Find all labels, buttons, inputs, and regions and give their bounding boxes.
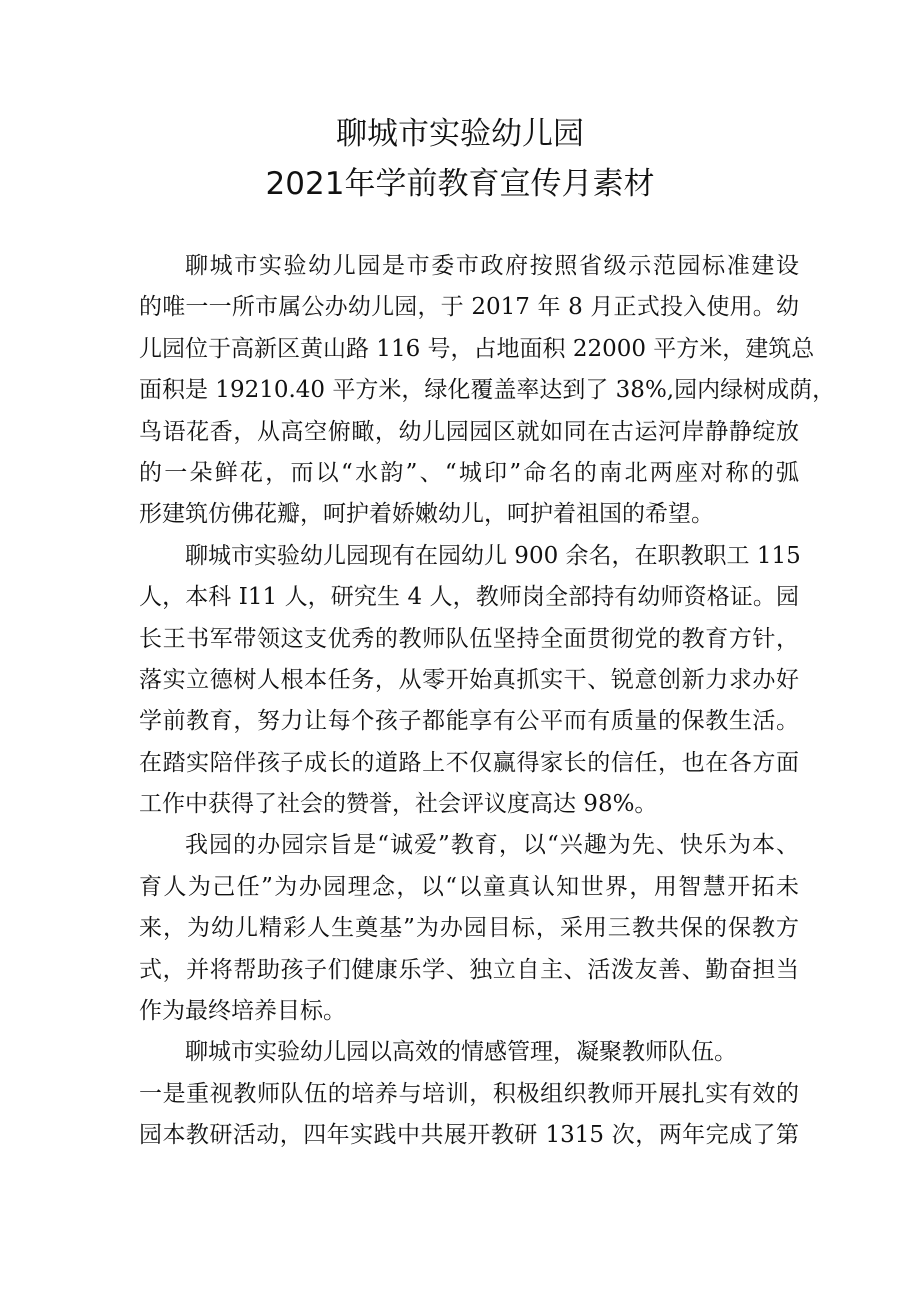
paragraph-staff (139, 536, 799, 826)
paragraph-line: 人，本科 I11 人，研究生 4 人，教师岗全部持有幼师资格证。园 (139, 584, 799, 611)
paragraph-line: 来，为幼儿精彩人生奠基”为办园目标，采用三教共保的保教方 (139, 915, 799, 942)
paragraph-line: 长王书军带领这支优秀的教师队伍坚持全面贯彻党的教育方针， (139, 625, 799, 652)
paragraph-introduction (139, 246, 836, 536)
paragraph-line: 育人为己任”为办园理念，以“以童真认知世界，用智慧开拓未 (139, 873, 799, 900)
paragraph-line: 我园的办园宗旨是“诚爱”教育，以“兴趣为先、快乐为本、 (185, 832, 799, 859)
title-line-school: 聊城市实验幼儿园 (336, 116, 584, 152)
paragraph-line: 鸟语花香，从高空俯瞰，幼儿园园区就如同在古运河岸静静绽放 (139, 418, 799, 445)
paragraph-line: 作为最终培养目标。 (139, 998, 346, 1025)
paragraph-line: 园本教研活动，四年实践中共展开教研 1315 次，两年完成了第 (139, 1122, 799, 1149)
paragraph-line: 聊城市实验幼儿园是市委市政府按照省级示范园标准建设 (185, 253, 799, 279)
document-title (0, 109, 920, 209)
paragraph-line: 儿园位于高新区黄山路 116 号，占地面积 22000 平方米，建筑总 (139, 335, 815, 362)
paragraph-line: 聊城市实验幼儿园现有在园幼儿 900 余名，在职教职工 115 (185, 542, 801, 569)
paragraph-line: 一是重视教师队伍的培养与培训，积极组织教师开展扎实有效的 (139, 1080, 799, 1107)
paragraph-philosophy (139, 825, 799, 1032)
paragraph-line: 学前教育，努力让每个孩子都能享有公平而有质量的保教生活。 (139, 708, 799, 735)
paragraph-training (139, 1074, 799, 1157)
paragraph-line: 工作中获得了社会的赞誉，社会评议度高达 98%。 (139, 791, 658, 818)
paragraph-line: 的一朵鲜花，而以“水韵”、“城印”命名的南北两座对称的弧 (139, 459, 799, 486)
paragraph-management (139, 1032, 799, 1073)
paragraph-line: 落实立德树人根本任务，从零开始真抓实干、锐意创新力求办好 (139, 666, 799, 693)
paragraph-line: 面积是 19210.40 平方米，绿化覆盖率达到了 38%,园内绿树成荫， (139, 377, 836, 404)
paragraph-line: 的唯一一所市属公办幼儿园，于 2017 年 8 月正式投入使用。幼 (139, 294, 799, 321)
paragraph-line: 在踏实陪伴孩子成长的道路上不仅赢得家长的信任，也在各方面 (139, 749, 799, 776)
document-body (139, 246, 836, 1157)
paragraph-line: 形建筑仿佛花瓣，呵护着娇嫩幼儿，呵护着祖国的希望。 (139, 501, 714, 528)
paragraph-line: 式，并将帮助孩子们健康乐学、独立自主、活泼友善、勤奋担当 (139, 956, 799, 983)
paragraph-line: 聊城市实验幼儿园以高效的情感管理，凝聚教师队伍。 (185, 1039, 737, 1066)
title-line-subject: 2021年学前教育宣传月素材 (265, 166, 655, 202)
